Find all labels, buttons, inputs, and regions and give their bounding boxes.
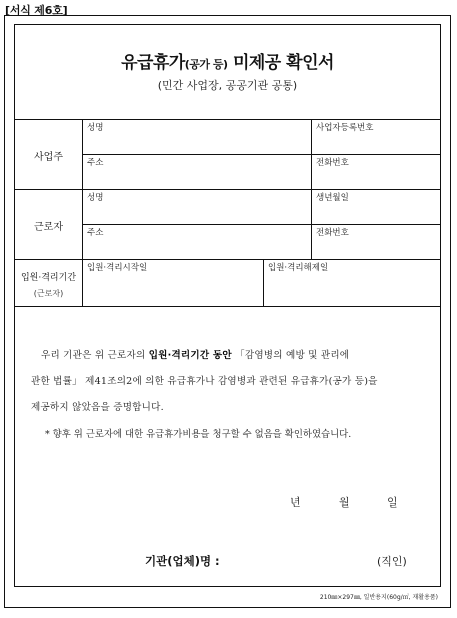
statement-line-1 bbox=[41, 347, 439, 361]
statement-line-2: 관한 법률」 제41조의2에 의한 유급휴가나 감염병과 관련된 유급휴가(공가 등)을 bbox=[31, 376, 378, 387]
period-heading bbox=[15, 270, 82, 299]
seal-label: (직인) bbox=[377, 555, 407, 568]
worker-address-label: 주소 bbox=[87, 228, 104, 238]
form-number: [서식 제6호] bbox=[5, 4, 68, 17]
statement-line-1-b: 「감염병의 예방 및 관리에 bbox=[231, 350, 350, 361]
period-heading-sub: (근로자) bbox=[33, 289, 64, 298]
right-column-line bbox=[311, 119, 312, 259]
employer-address-label: 주소 bbox=[87, 158, 104, 168]
worker-bottom-line bbox=[15, 259, 440, 260]
worker-name-label: 성명 bbox=[87, 193, 104, 203]
employer-bottom-line bbox=[15, 189, 440, 190]
statement-line-3: 제공하지 않았음을 증명합니다. bbox=[31, 402, 164, 413]
heading-column-line bbox=[82, 119, 83, 306]
employer-phone-label: 전화번호 bbox=[316, 158, 349, 168]
statement-note: * 향후 위 근로자에 대한 유급휴가비용을 청구할 수 없음을 확인하였습니다. bbox=[45, 429, 352, 440]
employer-name-label: 성명 bbox=[87, 123, 104, 133]
organization-name-label: 기관(업체)명 : bbox=[145, 554, 220, 568]
date-day: 일 bbox=[387, 496, 398, 509]
period-start-label: 입원·격리시작일 bbox=[87, 263, 148, 273]
form-outer-border bbox=[4, 15, 451, 608]
worker-phone-label: 전화번호 bbox=[316, 228, 349, 238]
form-title bbox=[15, 48, 440, 73]
title-paren: (공가 등) bbox=[184, 58, 228, 71]
worker-heading: 근로자 bbox=[34, 222, 63, 233]
statement-line-1-bold: 입원·격리기간 동안 bbox=[148, 350, 232, 361]
title-prefix: 유급휴가 bbox=[121, 53, 185, 73]
worker-dob-label: 생년월일 bbox=[316, 193, 349, 203]
paper-spec-footer: 210㎜×297㎜, 일반용지(60g/㎡, 재활용품) bbox=[319, 594, 438, 601]
employer-mid-line bbox=[82, 154, 440, 155]
table-top-border bbox=[15, 119, 440, 120]
statement-line-1-a: 우리 기관은 위 근로자의 bbox=[41, 350, 149, 361]
date-month: 월 bbox=[339, 496, 350, 509]
period-end-label: 입원·격리해제일 bbox=[268, 263, 329, 273]
form-subtitle: (민간 사업장, 공공기관 공통) bbox=[157, 79, 298, 92]
period-column-line bbox=[263, 259, 264, 306]
form-inner-border bbox=[14, 24, 441, 587]
period-heading-main: 입원·격리기간 bbox=[20, 273, 77, 283]
worker-mid-line bbox=[82, 224, 440, 225]
title-suffix: 미제공 확인서 bbox=[227, 53, 334, 73]
employer-reg-no-label: 사업자등록번호 bbox=[316, 123, 374, 133]
period-bottom-line bbox=[15, 306, 440, 307]
date-year: 년 bbox=[290, 496, 301, 509]
employer-heading: 사업주 bbox=[34, 152, 63, 163]
